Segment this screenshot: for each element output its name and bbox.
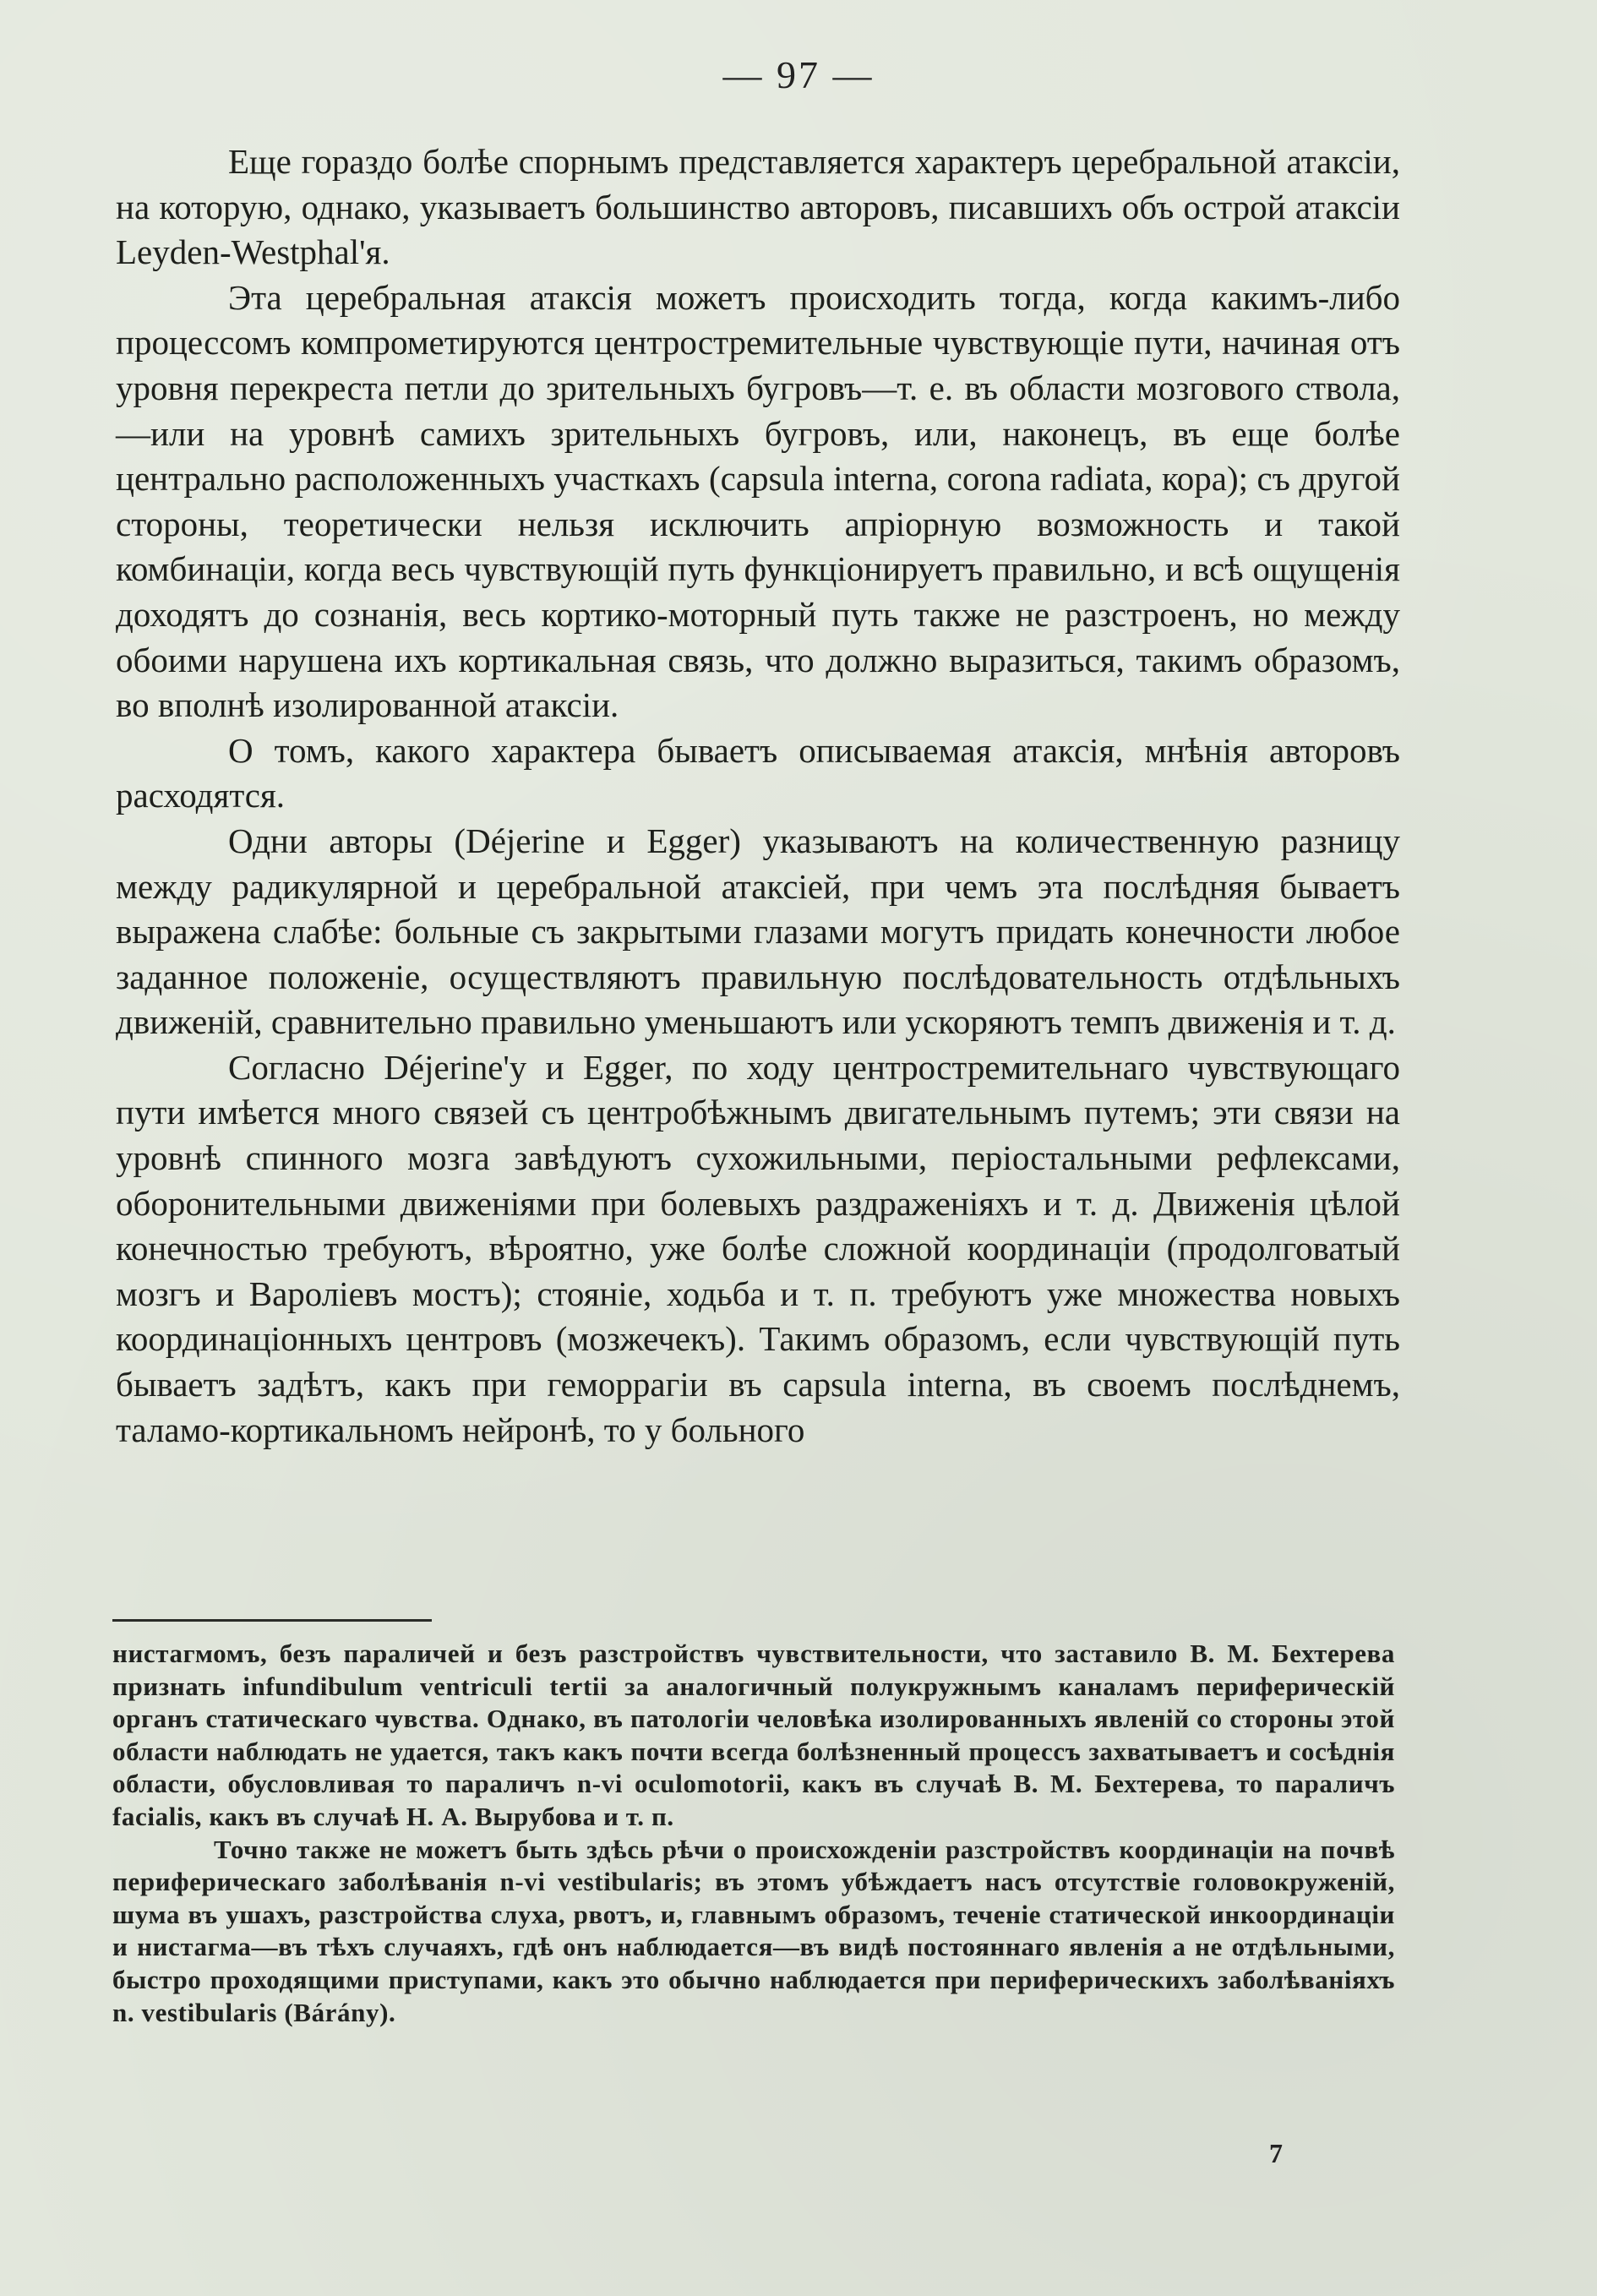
paragraph: Эта церебральная атаксія можетъ происходить тогда, когда какимъ-либо процессомъ компрометируются центростремительные чувствующіе пути, начиная отъ уровня перекреста петли до зрительныхъ бугровъ—т. е. въ области мозгового ствола,—или на уровнѣ самихъ зрительныхъ бугровъ, или, наконецъ, въ еще болѣе центрально расположенныхъ участкахъ (capsula interna, corona radiata, кора); съ другой стороны, теоретически нельзя исключить апріорную возможность и такой комбинаціи, когда весь чувствующій путь функціонируетъ правильно, и всѣ ощущенія доходятъ до сознанія, весь кортико-моторный путь также не разстроенъ, но между обоими нарушена ихъ кортикальная связь, что должно выразиться, такимъ образомъ, во вполнѣ изолированной атаксіи. <box>116 277 1400 725</box>
signature-mark: 7 <box>1269 2138 1283 2168</box>
main-text <box>116 139 1400 1453</box>
paragraph: Еще гораздо болѣе спорнымъ представляется характеръ церебральной атаксіи, на которую, однако, указываетъ большинство авторовъ, писавшихъ объ острой атаксіи Leyden-Westphal'я. <box>116 142 1400 272</box>
paragraph: О томъ, какого характера бываетъ описываемая атаксія, мнѣнія авторовъ расходятся. <box>116 730 1400 815</box>
footnotes <box>112 1638 1395 2029</box>
paragraph: Одни авторы (Déjerine и Egger) указываютъ на количественную разницу между радикулярной и церебральной атаксіей, при чемъ эта послѣдняя бываетъ выражена слабѣе: больные съ закрытыми глазами могутъ придать конечности любое заданное положеніе, осуществляютъ правильную послѣдовательность отдѣльныхъ движеній, сравнительно правильно уменьшаютъ или ускоряютъ темпъ движенія и т. д. <box>116 821 1400 1042</box>
paragraph: Согласно Déjerine'у и Egger, по ходу центростремительнаго чувствующаго пути имѣется много связей съ центробѣжнымъ двигательнымъ путемъ; эти связи на уровнѣ спинного мозга завѣдуютъ сухожильными, періостальными рефлексами, оборонительными движеніями при болевыхъ раздраженіяхъ и т. д. Движенія цѣлой конечностью требуютъ, вѣроятно, уже болѣе сложной координаціи (продолговатый мозгъ и Вароліевъ мостъ); стояніе, ходьба и т. п. требуютъ уже множества новыхъ координаціонныхъ центровъ (мозжечекъ). Такимъ образомъ, если чувствующій путь бываетъ задѣтъ, какъ при геморрагіи въ capsula interna, въ своемъ послѣднемъ, таламо-кортикальномъ нейронѣ, то у больного <box>116 1047 1400 1449</box>
page-number: — 97 — <box>722 53 875 96</box>
footnote-paragraph: нистагмомъ, безъ параличей и безъ разстройствъ чувствительности, что заставило В. М. Бехтерева признать infundibulum ventriculi tertii за аналогичный полукружнымъ каналамъ периферическій органъ статическаго чувства. Однако, въ патологіи человѣка изолированныхъ явленій со стороны этой области наблюдать не удается, такъ какъ почти всегда болѣзненный процессъ захватываетъ и сосѣднія области, обусловливая то параличъ n-vi oculomotorii, какъ въ случаѣ В. М. Бехтерева, то параличъ facialis, какъ въ случаѣ Н. А. Вырубова и т. п. <box>112 1639 1395 1831</box>
footnote-paragraph: Точно также не можетъ быть здѣсь рѣчи о происхожденіи разстройствъ координаціи на почвѣ периферическаго заболѣванія n-vi vestibularis; въ этомъ убѣждаетъ насъ отсутствіе головокруженій, шума въ ушахъ, разстройства слуха, рвотъ, и, главнымъ образомъ, теченіе статической инкоординаціи и нистагма—въ тѣхъ случаяхъ, гдѣ онъ наблюдается—въ видѣ постояннаго явленія а не отдѣльными, быстро проходящими приступами, какъ это обычно наблюдается при периферическихъ заболѣваніяхъ n. vestibularis (Bárány). <box>112 1834 1395 2027</box>
footnote-divider <box>112 1619 432 1622</box>
